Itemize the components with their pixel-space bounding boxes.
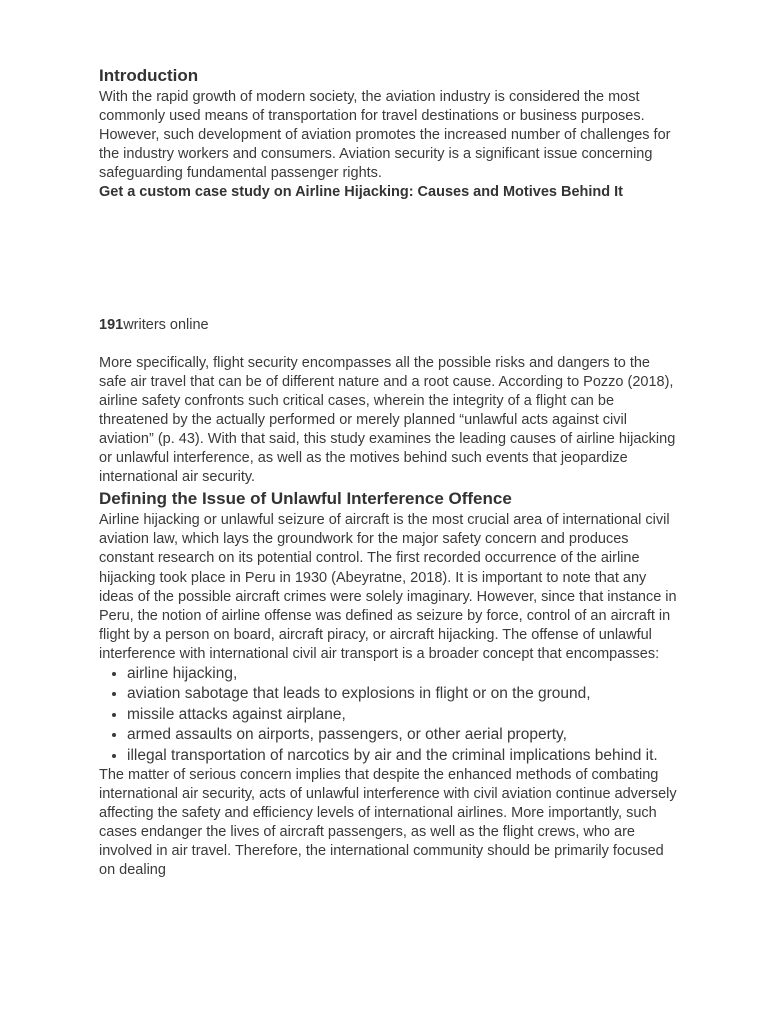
- section-heading-unlawful-interference: Defining the Issue of Unlawful Interference Offence: [99, 489, 512, 509]
- article-body: [99, 64, 679, 881]
- intro-paragraph: With the rapid growth of modern society, the aviation industry is considered the most commonly used means of transportation for travel destinations or business purposes. However, such development of aviation promotes the increased number of challenges for the industry workers and consumers. Aviation security is a significant issue concerning safeguarding fundamental passenger rights.: [99, 89, 671, 182]
- list-item: • missile attacks against airplane,: [127, 705, 679, 725]
- list-item: • illegal transportation of narcotics by air and the criminal implications behind it.: [127, 746, 679, 766]
- writers-count: 191: [99, 316, 124, 333]
- intro-heading: Introduction: [99, 66, 199, 85]
- closing-paragraph: The matter of serious concern implies that despite the enhanced methods of combating international air security, acts of unlawful interference with civil aviation continue adversely affecting the safety and efficiency levels of international airlines. More importantly, such cases endanger the lives of aircraft passengers, as well as the flight crews, who are involved in air travel. Therefore, the international community should be primarily focused on dealing: [99, 767, 677, 879]
- ad-spacer: [99, 203, 679, 316]
- interference-types-list: [99, 664, 679, 766]
- hijacking-definition-paragraph: Airline hijacking or unlawful seizure of aircraft is the most crucial area of international civil aviation law, which lays the groundwork for the major safety concern and produces constant research on its potential control. The first recorded occurrence of the airline hijacking took place in Peru in 1930 (Abeyratne, 2018). It is important to note that any ideas of the possible aircraft crimes were solely imaginary. However, since that instance in Peru, the notion of airline offense was defined as seizure by force, control of an aircraft in flight by a person on board, aircraft piracy, or aircraft hijacking. The offense of unlawful interference with international civil air transport is a broader concept that encompasses:: [99, 512, 677, 662]
- writers-online-status: [99, 316, 679, 335]
- writers-label: writers online: [123, 316, 209, 333]
- paragraph-gap: [99, 335, 679, 354]
- security-paragraph: More specifically, flight security encompasses all the possible risks and dangers to the safe air travel that can be of different nature and a root cause. According to Pozzo (2018), airline safety confronts such critical cases, wherein the integrity of a flight can be threatened by the actually performed or merely planned “unlawful acts against civil aviation” (p. 43). With that said, this study examines the leading causes of airline hijacking or unlawful interference, as well as the motives behind such events that jeopardize international air security.: [99, 354, 676, 486]
- list-item: • airline hijacking,: [127, 664, 679, 684]
- list-item: • armed assaults on airports, passengers, or other aerial property,: [127, 725, 679, 745]
- custom-case-study-link[interactable]: Get a custom case study on Airline Hijacking: Causes and Motives Behind It: [99, 184, 624, 201]
- list-item: • aviation sabotage that leads to explosions in flight or on the ground,: [127, 684, 679, 704]
